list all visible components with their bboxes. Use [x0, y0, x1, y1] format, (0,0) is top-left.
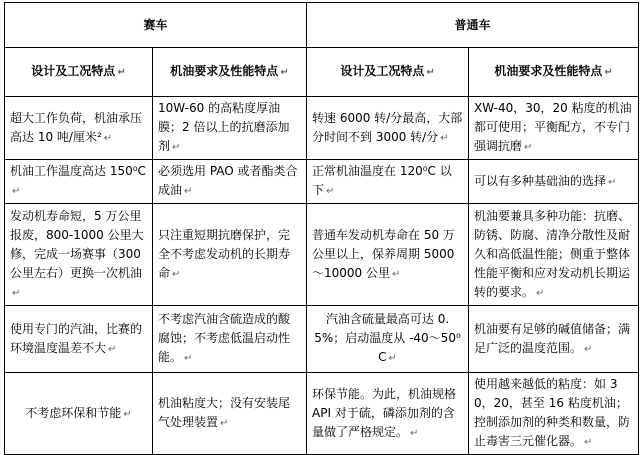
group-header-regular-car: 普通车 — [307, 3, 639, 48]
table-cell: 不考虑环保和节能 ↵ — [5, 373, 153, 455]
table-cell: 环保节能。为此，机油规格 API 对于硫，磷添加剂的含量做了严格规定。 ↵ — [307, 373, 469, 455]
table-cell: XW-40，30，20 粘度的机油都可使用；平衡配方，不专门强调抗磨 ↵ — [469, 97, 639, 160]
table-cell: 机油要兼具多种功能：抗磨、防锈、防腐、清净分散性及耐久和高低温性能；侧重于整体性能平衡和应对发动机长期运转的要求。 ↵ — [469, 204, 639, 306]
table-row — [5, 160, 639, 204]
table-cell: 机油工作温度高达 150⁰C↵ — [5, 160, 153, 204]
table-cell: 机油要有足够的碱值储备；满足广泛的温度范围。 ↵ — [469, 306, 639, 373]
table-cell: 只注重短期抗磨保护，完全不考虑发动机的长期寿命 ↵ — [153, 204, 307, 306]
sub-header: 设计及工况特点 ↵ — [307, 48, 469, 97]
table-row — [5, 204, 639, 306]
sub-header-row — [5, 48, 639, 97]
table-cell: 必须选用 PAO 或者酯类合成油 ↵ — [153, 160, 307, 204]
sub-header: 机油要求及性能特点 ↵ — [469, 48, 639, 97]
table-cell: 转速 6000 转/分最高，大部分时间不到 3000 转/分 ↵ — [307, 97, 469, 160]
group-header-row — [5, 3, 639, 48]
comparison-table — [4, 2, 639, 455]
table-row — [5, 97, 639, 160]
table-cell: 正常机油温度在 120⁰C 以下 ↵ — [307, 160, 469, 204]
table-cell: 超大工作负荷，机油承压高达 10 吨/厘米² ↵ — [5, 97, 153, 160]
table-cell: 10W-60 的高粘度厚油膜；2 倍以上的抗磨添加剂 ↵ — [153, 97, 307, 160]
sub-header: 设计及工况特点 ↵ — [5, 48, 153, 97]
table-cell: 使用专门的汽油，比赛的环境温度温差不大 ↵ — [5, 306, 153, 373]
table-row — [5, 306, 639, 373]
sub-header: 机油要求及性能特点 ↵ — [153, 48, 307, 97]
table-row — [5, 373, 639, 455]
table-cell: 普通车发动机寿命在 50 万公里以上，保养周期 5000～10000 公里 ↵ — [307, 204, 469, 306]
table-cell: 使用越来越低的粘度：如 30，20，甚至 16 粘度机油；控制添加剂的种类和数量，防止毒害三元催化器。 ↵ — [469, 373, 639, 455]
table-cell: 机油粘度大；没有安装尾气处理装置 ↵ — [153, 373, 307, 455]
group-header-race-car: 赛车 — [5, 3, 307, 48]
table-cell: 发动机寿命短，5 万公里报废，800-1000 公里大修，完成一场赛事（300 公里左右）更换一次机油↵ — [5, 204, 153, 306]
table-cell: 可以有多种基础油的选择 ↵ — [469, 160, 639, 204]
table-cell: 不考虑汽油含硫造成的酸腐蚀；不考虑低温启动性能。 ↵ — [153, 306, 307, 373]
table-cell: 汽油含硫量最高可达 0.5%；启动温度从 -40～50⁰C ↵ — [307, 306, 469, 373]
